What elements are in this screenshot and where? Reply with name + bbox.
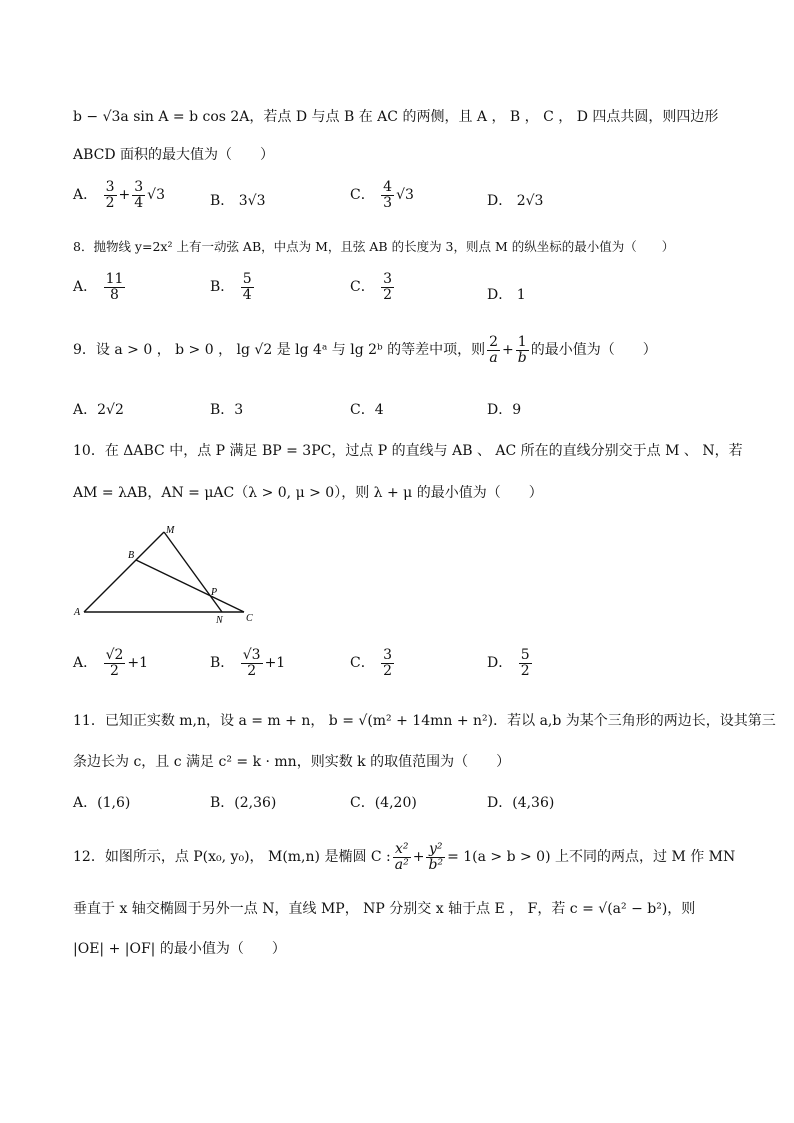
q7-option-c[interactable]: C． $\frac{4}{3}$ √3	[350, 179, 414, 211]
q8-text: 8．抛物线 y=2x² 上有一动弦 AB，中点为 M，且弦 AB 的长度为 3，则点 M 的纵坐标的最小值为（ ）	[73, 239, 675, 254]
q10-option-a[interactable]: A． $\frac{√2}{2}$ +1	[73, 647, 149, 679]
q12-line1: 12．如图所示，点 P(x₀, y₀)， M(m,n) 是椭圆 C : $\frac{\text{x²}}{\text{a²}}$ + $\frac{\text{y²}}{\text{b²}}$ = 1(a > b > 0) 上不同的两点，过 M 作 MN	[73, 841, 736, 873]
line-am	[84, 532, 164, 612]
q8-option-c[interactable]: C． $\frac{3}{2}$	[350, 271, 393, 303]
q8-option-b[interactable]: B． $\frac{5}{4}$	[210, 271, 252, 303]
q7-line2: ABCD 面积的最大值为（ ）	[73, 147, 275, 163]
q10-line1: 10．在 ΔABC 中，点 P 满足 BP = 3PC，过点 P 的直线与 AB 、 AC 所在的直线分别交于点 M 、 N，若	[73, 443, 743, 459]
fraction: $\frac{11}{8}$	[105, 271, 124, 303]
fraction: $\frac{3}{4}$	[134, 179, 144, 211]
q7-line1: b − √3a sin A = b cos 2A，若点 D 与点 B 在 AC 的两侧，且 A ， B ， C ， D 四点共圆，则四边形	[73, 109, 719, 125]
q7-option-b[interactable]: B． 3√3	[210, 193, 266, 209]
q10-option-b[interactable]: B． $\frac{√3}{2}$ +1	[210, 647, 286, 679]
q9-option-c[interactable]: C．4	[350, 402, 384, 418]
label-n: N	[216, 615, 223, 626]
q7-option-a[interactable]: A． $\frac{3}{2}$ + $\frac{3}{4}$ √3	[73, 179, 165, 211]
q11-option-a[interactable]: A．(1,6)	[73, 795, 131, 811]
fraction: $\frac{\text{y²}}{\text{b²}}$	[428, 841, 444, 873]
q12-line3: |OE| + |OF| 的最小值为（ ）	[73, 941, 286, 957]
q11-option-d[interactable]: D．(4,36)	[487, 795, 555, 811]
q9-text: 9．设 a > 0 ， b > 0 ， lg √2 是 lg 4ᵃ 与 lg 2ᵇ 的等差中项，则 $\frac{2}{a}$ + $\frac{1}{b}$ 的最小值为（ ）	[73, 334, 657, 366]
label-a: A	[74, 607, 81, 618]
q12-line2: 垂直于 x 轴交椭圆于另外一点 N，直线 MP， NP 分别交 x 轴于点 E ， F，若 c = √(a² − b²)，则	[73, 901, 696, 917]
fraction: $\frac{5}{2}$	[520, 647, 530, 679]
fraction: $\frac{√2}{2}$	[105, 647, 124, 679]
label-p: P	[211, 587, 218, 598]
label-c: C	[246, 613, 253, 624]
triangle-figure	[66, 520, 266, 634]
q9-option-a[interactable]: A．2√2	[73, 402, 124, 418]
fraction: $\frac{√3}{2}$	[242, 647, 261, 679]
q10-option-c[interactable]: C． $\frac{3}{2}$	[350, 647, 393, 679]
line-mn	[164, 532, 222, 612]
fraction: $\frac{\text{x²}}{\text{a²}}$	[394, 841, 409, 873]
label-m: M	[166, 525, 175, 536]
q10-option-d[interactable]: D． $\frac{5}{2}$	[487, 647, 530, 679]
fraction: $\frac{1}{b}$	[517, 334, 527, 366]
q11-line1: 11．已知正实数 m,n，设 a = m + n， b = √(m² + 14mn + n²)．若以 a,b 为某个三角形的两边长，设其第三	[73, 713, 776, 729]
label-b: B	[128, 550, 135, 561]
q8-option-d[interactable]: D． 1	[487, 287, 526, 303]
fraction: $\frac{5}{4}$	[242, 271, 252, 303]
fraction: $\frac{3}{2}$	[105, 179, 115, 211]
fraction: $\frac{3}{2}$	[383, 647, 393, 679]
triangle-diagram	[66, 520, 266, 630]
q11-option-c[interactable]: C．(4,20)	[350, 795, 417, 811]
q11-option-b[interactable]: B．(2,36)	[210, 795, 277, 811]
fraction: $\frac{2}{a}$	[489, 334, 499, 366]
q9-option-d[interactable]: D．9	[487, 402, 522, 418]
q8-option-a[interactable]: A． $\frac{11}{8}$	[73, 271, 124, 303]
q7-option-d[interactable]: D． 2√3	[487, 193, 544, 209]
fraction: $\frac{3}{2}$	[383, 271, 393, 303]
fraction: $\frac{4}{3}$	[383, 179, 393, 211]
q9-option-b[interactable]: B．3	[210, 402, 244, 418]
q11-line2: 条边长为 c，且 c 满足 c² = k · mn，则实数 k 的取值范围为（ ）	[73, 754, 511, 770]
option-letter: A．	[73, 187, 98, 204]
q10-line2: AM = λAB，AN = μAC（λ > 0, μ > 0），则 λ + μ 的最小值为（ ）	[73, 485, 543, 501]
